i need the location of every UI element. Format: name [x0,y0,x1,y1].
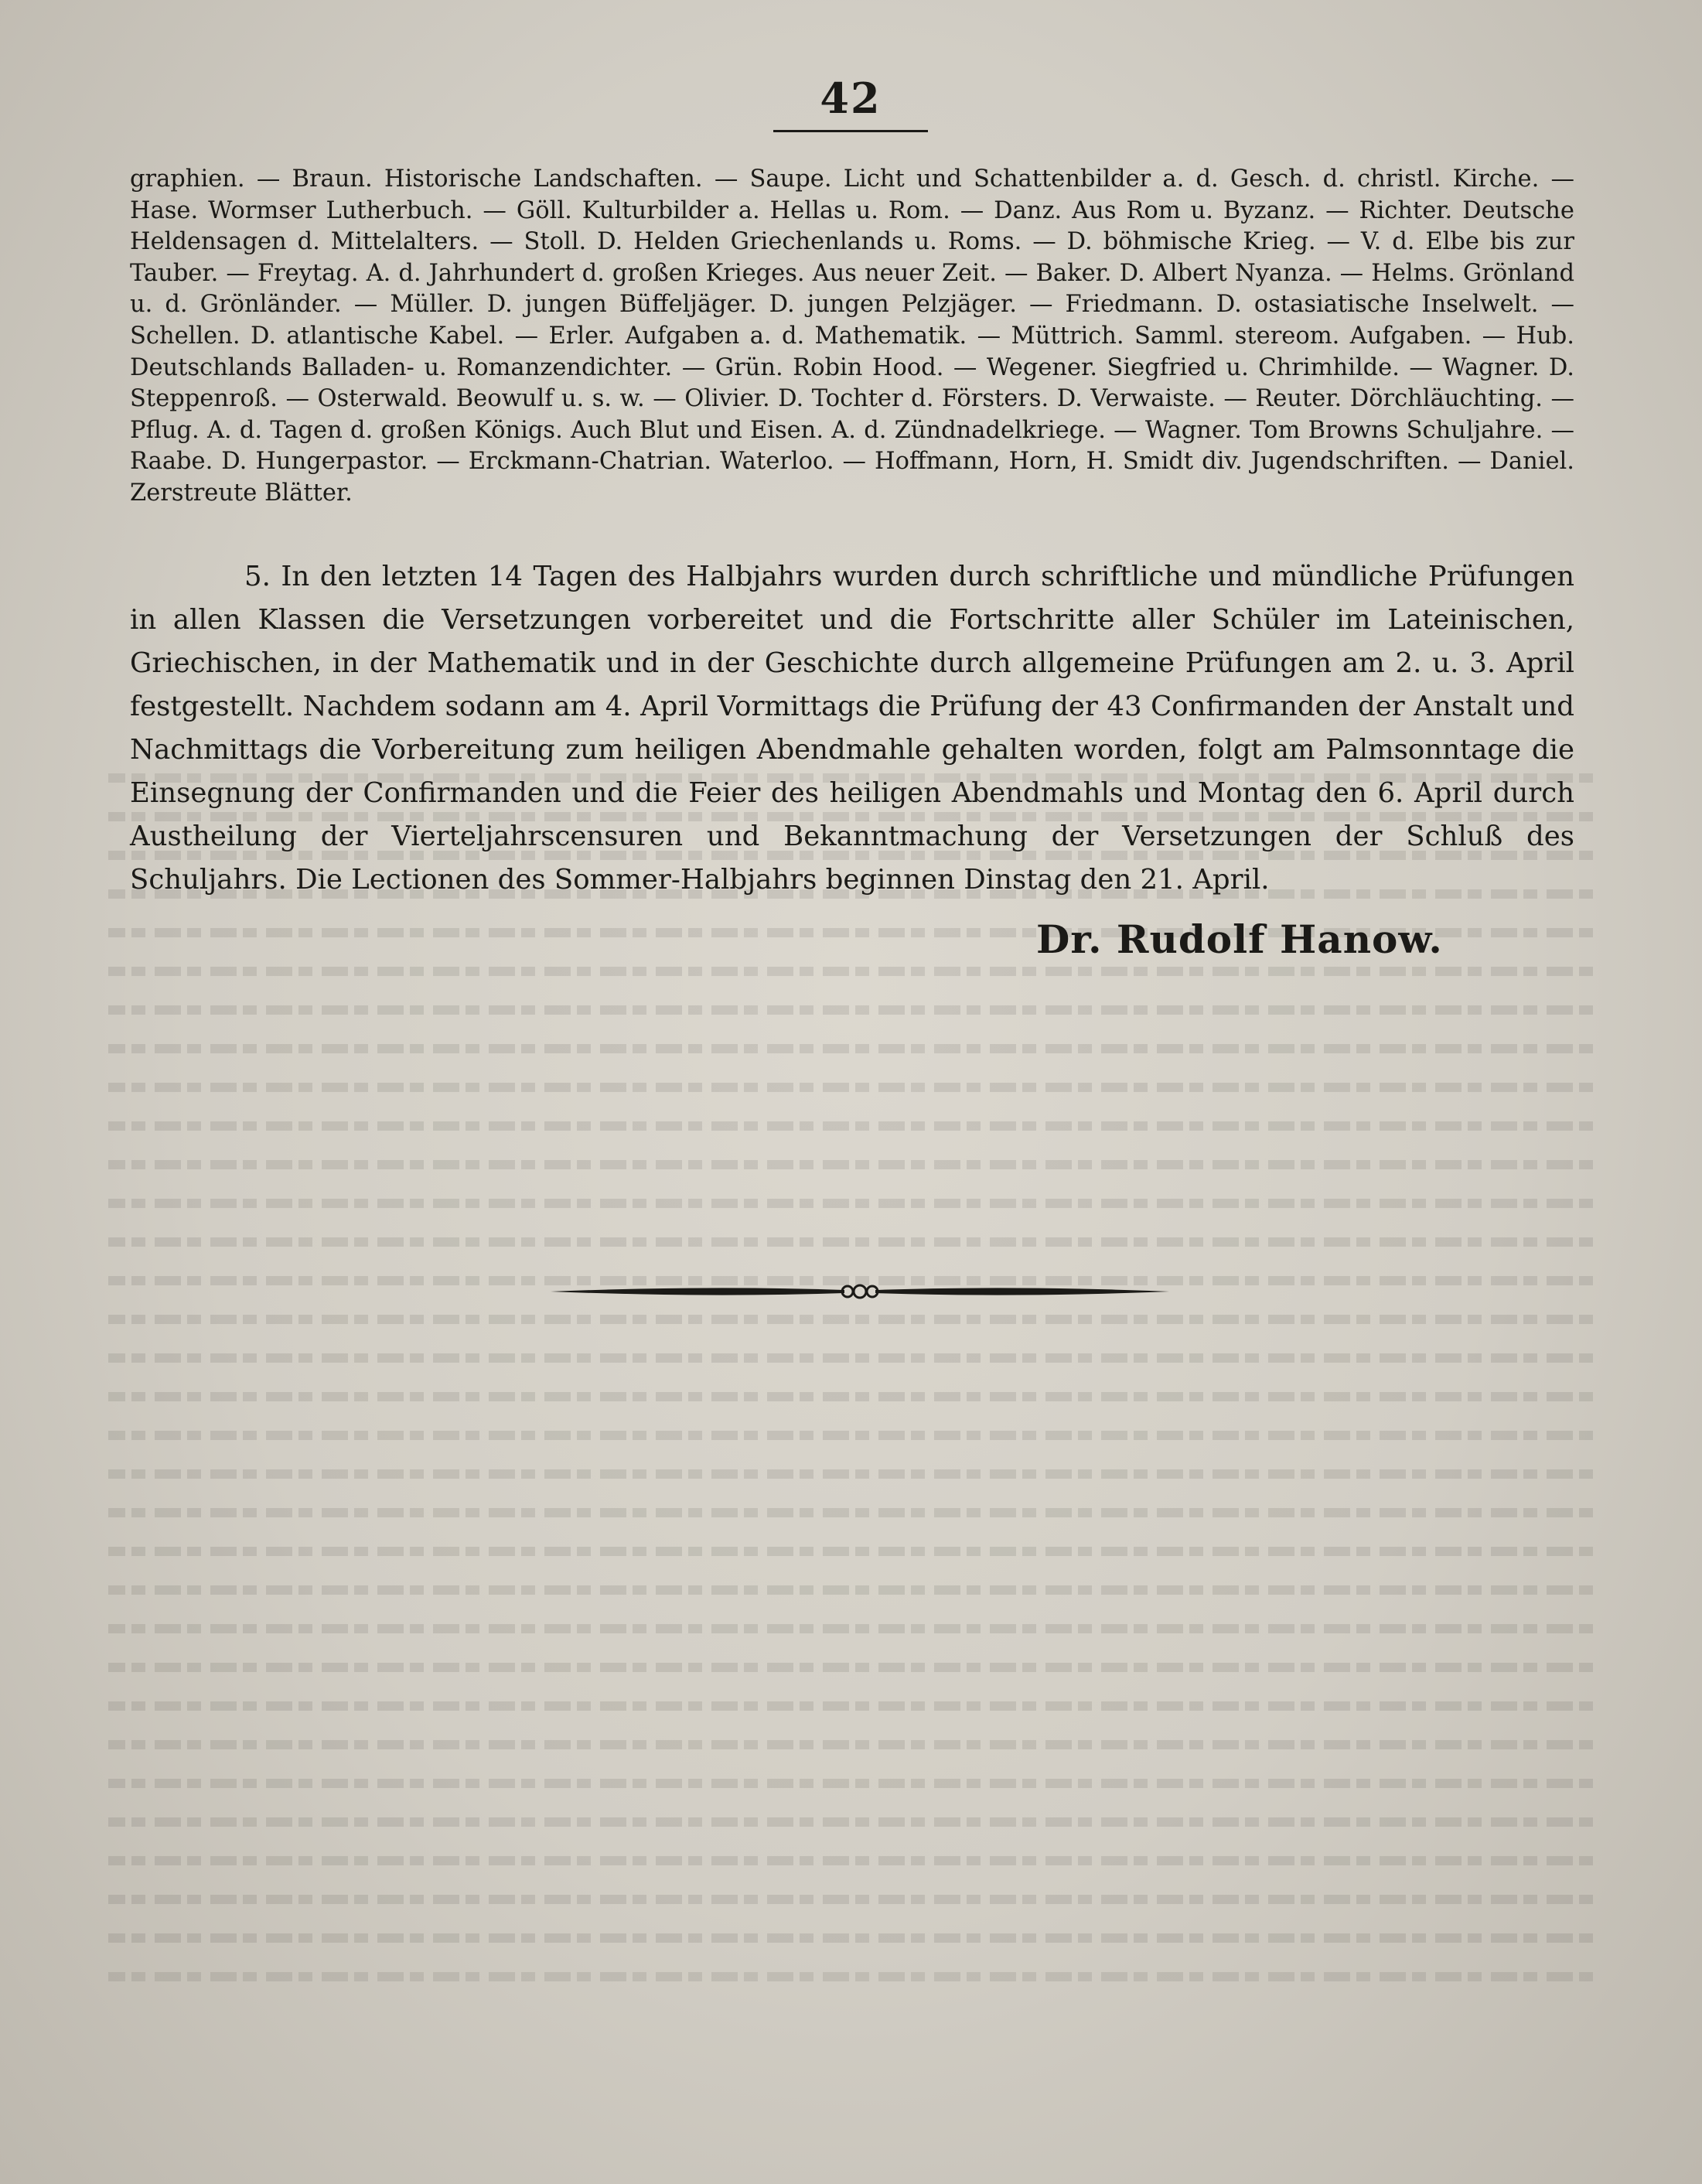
page-number: 42 [820,73,882,123]
ornamental-divider [551,1276,1169,1307]
section-5-paragraph: 5. In den letzten 14 Tagen des Halbjahrs wurden durch schriftliche und mündliche Prüfungen in allen Klassen die Versetzungen vorbereitet und die Fortschritte aller Schüler im Lateinischen, Griechischen, in der Mathematik und in der Geschichte durch allgemeine Prüfungen am 2. u. 3. April festgestellt. Nachdem sodann am 4. April Vormittags die Prüfung der 43 Confirmanden der Anstalt und Nachmittags die Vorbereitung zum heiligen Abendmahle gehalten worden, folgt am Palmsonntage die Einsegnung der Confirmanden und die Feier des heiligen Abendmahls und Montag den 6. April durch Austheilung der Vierteljahrscensuren und Bekanntmachung der Versetzungen der Schluß des Schuljahrs. Die Lectionen des Sommer-Halbjahrs beginnen Dinstag den 21. April. [130,561,1574,896]
ornament-left-swell [551,1288,844,1295]
page-number-rule [773,130,928,132]
ornament-center-dot [854,1285,866,1298]
ornament-right-swell [875,1288,1169,1295]
signature: Dr. Rudolf Hanow. [1036,916,1443,962]
book-list-paragraph: graphien. — Braun. Historische Landschaften. — Saupe. Licht und Schattenbilder a. d. Gesch. d. christl. Kirche. — Hase. Wormser Lutherbuch. — Göll. Kulturbilder a. Hellas u. Rom. — Danz. Aus Rom u. Byzanz. — Richter. Deutsche Heldensagen d. Mittelalters. — Stoll. D. Helden Griechenlands u. Roms. — D. böhmische Krieg. — V. d. Elbe bis zur Tauber. — Freytag. A. d. Jahrhundert d. großen Krieges. Aus neuer Zeit. — Baker. D. Albert Nyanza. — Helms. Grönland u. d. Grönländer. — Müller. D. jungen Büffeljäger. D. jungen Pelzjäger. — Friedmann. D. ostasiatische Inselwelt. — Schellen. D. atlantische Kabel. — Erler. Aufgaben a. d. Mathematik. — Müttrich. Samml. stereom. Aufgaben. — Hub. Deutschlands Balladen- u. Romanzendichter. — Grün. Robin Hood. — Wegener. Siegfried u. Chrimhilde. — Wagner. D. Steppenroß. — Osterwald. Beowulf u. s. w. — Olivier. D. Tochter d. Försters. D. Verwaiste. — Reuter. Dörchläuchting. — Pflug. A. d. Tagen d. großen Königs. Auch Blut und Eisen. A. d. Zündnadelkriege. — Wagner. Tom Browns Schuljahre. — Raabe. D. Hungerpastor. — Erckmann-Chatrian. Waterloo. — Hoffmann, Horn, H. Smidt div. Jugendschriften. — Daniel. Zerstreute Blätter. [130,166,1574,507]
